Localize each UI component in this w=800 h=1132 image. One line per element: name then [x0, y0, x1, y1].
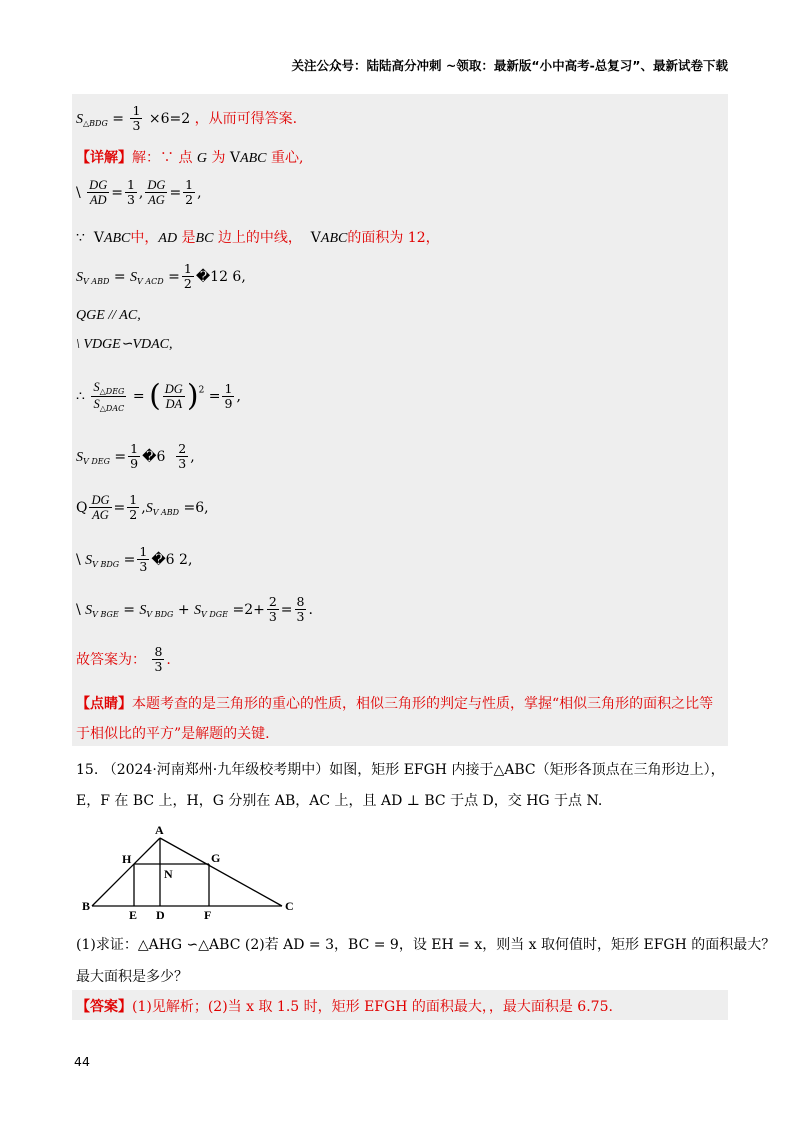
denominator: 2 [185, 192, 194, 208]
answer-text: (1)见解析；(2)当 x 取 1.5 时，矩形 EFGH 的面积最大，，最大面积是 6.75. [132, 999, 613, 1015]
area-symbol: S [145, 500, 153, 516]
denominator: 9 [224, 396, 233, 412]
fraction [91, 380, 126, 413]
area-subscript: V ABD [152, 507, 180, 517]
fraction [128, 442, 140, 472]
equals: = [113, 268, 126, 285]
segment-AB [92, 838, 160, 906]
equals: = [169, 184, 182, 201]
fraction [183, 178, 195, 208]
numerator: 1 [185, 177, 194, 192]
area-symbol: S [85, 552, 93, 568]
solution-line-10 [76, 493, 209, 523]
numerator: 1 [139, 544, 148, 559]
math-var: ABC [320, 231, 348, 246]
numerator: 1 [126, 177, 135, 192]
numerator: 1 [129, 492, 138, 507]
equals: = [112, 110, 125, 127]
period: . [308, 601, 313, 618]
solution-line-8: ∴ $\frac{S_{\triangle DEG}}{S_{\triangle DAC}}$ = ( $\frac{DG}{DA}$ )$^2$ = $\frac{1}{9}$ , [76, 378, 241, 414]
numerator: 2 [178, 441, 187, 456]
fraction [130, 104, 142, 134]
detail-label: 【详解】 [76, 150, 132, 166]
equals: = [132, 388, 145, 405]
text: 中， [130, 230, 159, 246]
therefore-symbol: \ [76, 551, 81, 568]
therefore-symbol: \ [76, 184, 81, 201]
area-subscript: V ABD [83, 276, 110, 286]
denominator: AG [148, 193, 165, 208]
label-N: N [164, 867, 173, 881]
detail-text: 解：∵ 点 [132, 150, 193, 166]
solution-line-5 [76, 262, 246, 292]
text: 的面积为 12， [347, 230, 440, 246]
label-H: H [122, 852, 132, 866]
area-symbol: S [194, 602, 202, 618]
math-var: ABC [103, 231, 131, 246]
denominator: 2 [183, 276, 192, 292]
page-number: 44 [74, 1054, 90, 1069]
math-var: G [196, 151, 208, 166]
therefore-symbol: \ [76, 601, 81, 618]
denominator: 2 [129, 507, 138, 523]
label-C: C [285, 899, 294, 913]
comma: , [138, 184, 144, 201]
denominator: 3 [126, 192, 135, 208]
area-subscript: V DEG [83, 456, 110, 466]
denominator: 9 [130, 456, 139, 472]
comment-text: 本题考查的是三角形的重心的性质，相似三角形的判定与性质，掌握“相似三角形的面积之比等 [132, 696, 714, 712]
triangle-symbol: V [310, 230, 321, 246]
problem-line-4: 最大面积是多少？ [76, 969, 188, 985]
denominator: 3 [178, 456, 187, 472]
denominator: 3 [154, 659, 163, 675]
equals: = [208, 388, 221, 405]
fraction [127, 493, 139, 523]
label-E: E [129, 908, 138, 922]
area-subscript: △BDG [83, 118, 108, 128]
therefore-symbol: ∴ [76, 388, 85, 405]
numerator: 1 [224, 380, 233, 396]
denominator: AG [92, 508, 109, 523]
area-symbol: S [76, 449, 83, 465]
numerator: 2 [268, 594, 277, 609]
numerator: 8 [154, 644, 163, 659]
comma: , [236, 388, 241, 405]
equals: = [123, 551, 136, 568]
area-subscript: V BGE [92, 609, 119, 619]
label-G: G [211, 851, 221, 865]
numerator: 8 [296, 594, 305, 609]
equals: = [280, 601, 293, 618]
equals: = [123, 601, 135, 618]
answer-label: 【答案】 [76, 999, 132, 1015]
fraction [152, 645, 164, 675]
numerator: DG [91, 493, 110, 507]
triangle-figure [82, 822, 302, 922]
label-D: D [156, 908, 165, 922]
answer-line [76, 645, 171, 675]
problem-line-2: E，F 在 BC 上，H，G 分别在 AB，AC 上，且 AD ⊥ BC 于点 D，交 HG 于点 N. [76, 793, 603, 809]
denominator: 3 [268, 609, 277, 625]
math-var: ABC [240, 151, 267, 166]
area-symbol: S [76, 269, 83, 285]
numerator: DG [147, 178, 166, 192]
expression: �6 [142, 448, 166, 465]
fraction [137, 545, 149, 575]
area-symbol: S [130, 269, 138, 285]
area-subscript: V BDG [146, 609, 174, 619]
exponent: 2 [198, 385, 205, 396]
label-A: A [155, 823, 164, 837]
because-symbol: ∵ [76, 230, 85, 246]
fraction [89, 493, 111, 523]
equals: = [113, 499, 126, 516]
expression: �6 2, [151, 551, 193, 568]
denominator: DA [165, 397, 183, 412]
area-symbol: S [93, 380, 100, 394]
equals: = [111, 184, 123, 201]
fraction [295, 595, 307, 625]
detail-text: 为 [211, 150, 226, 166]
equals: = [114, 448, 127, 465]
fraction [182, 262, 194, 292]
area-subscript: V ACD [137, 276, 164, 286]
denominator: 3 [132, 118, 141, 134]
expression: =6, [183, 499, 209, 516]
text: 边上的中线， [217, 230, 302, 246]
solution-line-1 [76, 104, 297, 134]
label-F: F [204, 908, 212, 922]
area-subscript: V DGE [201, 609, 229, 619]
fraction [163, 382, 185, 412]
numerator: DG [164, 381, 183, 396]
text: 是 [181, 230, 196, 246]
math-var: AD [158, 231, 178, 246]
denominator: 3 [296, 609, 305, 625]
area-subscript: △DEG [99, 387, 125, 396]
triangle-symbol: V [93, 230, 104, 246]
solution-line-11 [76, 545, 192, 575]
denominator: 3 [139, 559, 148, 575]
fraction [267, 595, 279, 625]
math-var: BC [195, 231, 214, 246]
comma: , [190, 448, 195, 465]
period: . [166, 651, 171, 668]
solution-line-6: QGE // AC, [76, 308, 141, 323]
fraction [222, 382, 234, 412]
comma: , [197, 184, 202, 201]
answer-label: 故答案为： [76, 651, 146, 668]
answer-line-final [76, 996, 613, 1016]
numerator: 1 [130, 441, 139, 456]
numerator: 1 [183, 261, 192, 276]
comment-line-2: 于相似比的平方”是解题的关键. [76, 726, 270, 742]
solution-line-4 [76, 230, 440, 248]
numerator: 1 [132, 103, 141, 118]
fraction [176, 442, 188, 472]
solution-line-3 [76, 178, 202, 208]
expression: ×6=2 [148, 110, 191, 127]
plus: + [177, 601, 190, 618]
triangle-symbol: V [229, 150, 241, 166]
detail-text: 重心, [270, 150, 304, 166]
comment-label: 【点睛】 [76, 696, 132, 712]
problem-line-3: (1)求证：△AHG ∽△ABC (2)若 AD = 3，BC = 9，设 EH = x，则当 x 取何值时，矩形 EFGH 的面积最大？ [76, 937, 776, 953]
expression: =2+ [232, 601, 265, 618]
area-symbol: S [76, 111, 83, 127]
page-header: 关注公众号：陆陆高分冲刺 ~领取：最新版“小中高考-总复习”、最新试卷下载 [291, 58, 728, 73]
comment-line-1 [76, 696, 713, 713]
numerator: DG [89, 178, 108, 192]
detail-line [76, 150, 303, 168]
segment-AC [160, 838, 282, 906]
solution-line-7: \ VDGE∽VDAC, [76, 337, 173, 352]
label-B: B [82, 899, 91, 913]
solution-line-12 [76, 595, 313, 625]
fraction [125, 178, 137, 208]
area-symbol: S [93, 397, 100, 412]
area-subscript: V BDG [92, 559, 120, 569]
comma: , [141, 499, 146, 516]
equals: = [168, 268, 180, 285]
problem-line-1: 15. （2024·河南郑州·九年级校考期中）如图，矩形 EFGH 内接于△ABC（矩形各顶点在三角形边上）， [76, 762, 725, 778]
conclusion-text: ，从而可得答案. [194, 110, 298, 127]
fraction [145, 178, 167, 208]
expression: �12 6, [195, 268, 246, 285]
area-symbol: S [139, 602, 147, 618]
fraction [87, 178, 109, 208]
denominator: AD [89, 193, 107, 208]
solution-line-9 [76, 442, 195, 472]
area-subscript: △DAC [99, 404, 125, 414]
area-symbol: S [85, 602, 93, 618]
because-symbol: Q [76, 499, 88, 516]
